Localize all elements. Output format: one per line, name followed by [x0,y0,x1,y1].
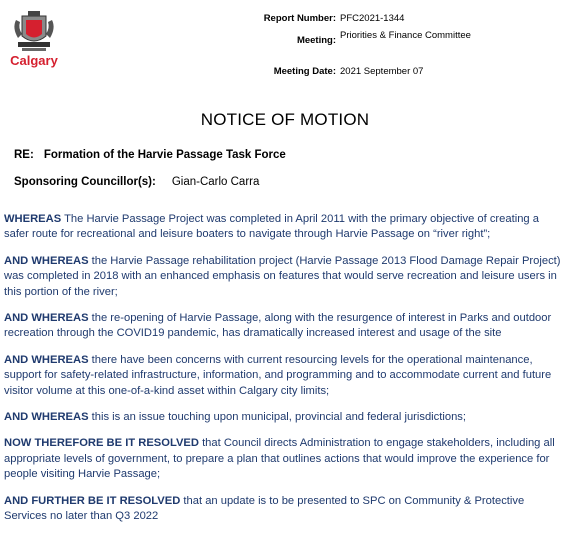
clause-lead: AND FURTHER BE IT RESOLVED [4,494,181,507]
meeting-label: Meeting: [296,35,336,46]
clause-lead: AND WHEREAS [4,353,89,366]
clause-lead: AND WHEREAS [4,254,89,267]
clause-text: the re-opening of Harvie Passage, along with the resurgence of interest in Parks and outdoor recreation through the COVID19 pandemic, has dramatically increased interest and usage of the site [4,312,552,340]
meeting-date-label: Meeting Date: [273,66,336,77]
report-number-label: Report Number: [263,13,336,24]
clause-and-whereas-4 [4,410,564,425]
page-title: NOTICE OF MOTION [200,110,370,129]
clause-whereas [4,212,564,243]
clause-text: the Harvie Passage rehabilitation project (Harvie Passage 2013 Flood Damage Repair Project) was completed in 2018 with an enhanced emphasis on features that would serve recreation and leisure users in this portion of the river; [4,254,561,298]
clause-text: The Harvie Passage Project was completed in April 2011 with the primary objective of creating a safer route for recreational and leisure boaters to navigate through Harvie Passage on “river right”; [4,213,539,241]
clause-now-therefore [4,436,564,482]
city-of-calgary-logo [4,10,64,68]
re-text: Formation of the Harvie Passage Task Force [43,149,286,161]
clause-lead: WHEREAS [4,213,62,225]
clause-text: there have been concerns with current resourcing levels for the operational maintenance, support for safety-related infrastructure, information, and programming and to accommodate current and future visitor volume at this one-of-a-kind asset within Calgary city limits; [4,353,552,397]
clause-lead: NOW THEREFORE BE IT RESOLVED [4,437,199,450]
clause-and-whereas-3 [4,353,564,399]
logo-wordmark: Calgary [10,53,58,68]
re-label: RE: [14,149,34,161]
clause-and-whereas-2 [4,311,564,342]
re-line [14,149,286,161]
clause-and-whereas-1 [4,254,564,300]
sponsor-line [14,176,259,188]
crest-icon [4,10,64,54]
sponsor-value: Gian-Carlo Carra [171,176,260,188]
sponsor-label: Sponsoring Councillor(s): [14,176,156,188]
meeting-date-value: 2021 September 07 [340,66,424,77]
motion-clauses [4,212,564,536]
clause-lead: AND WHEREAS [4,312,89,325]
report-number-value: PFC2021-1344 [340,13,405,24]
meeting-value: Priorities & Finance Committee [340,30,471,41]
clause-further-resolved [4,494,564,525]
clause-lead: AND WHEREAS [4,411,89,424]
clause-text: that Council directs Administration to engage stakeholders, including all appropriate levels of government, to prepare a plan that outlines actions that would improve the experience for people visiting Harvie Passage; [4,437,555,481]
clause-text: this is an issue touching upon municipal, provincial and federal jurisdictions; [88,411,467,424]
clause-text: that an update is to be presented to SPC on Community & Protective Services no later than Q3 2022 [4,494,525,523]
